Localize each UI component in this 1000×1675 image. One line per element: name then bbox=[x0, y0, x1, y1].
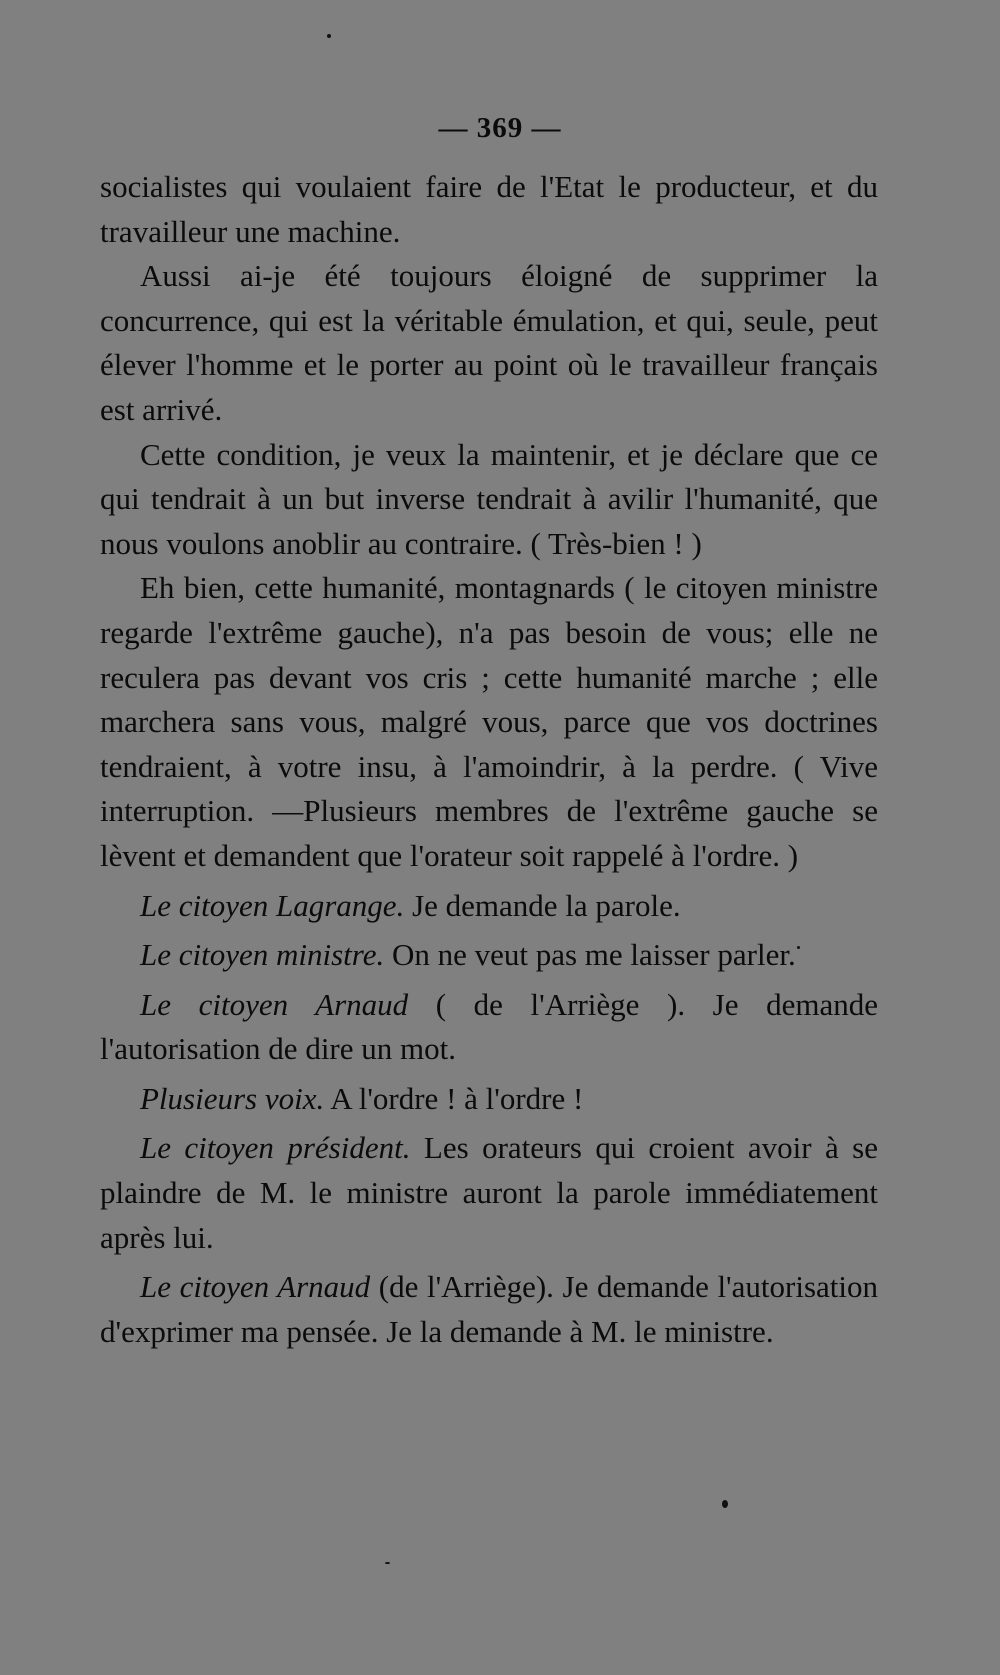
speaker-name: Le citoyen Arnaud bbox=[140, 1269, 371, 1305]
speech-ministre bbox=[100, 933, 878, 978]
speech-arnaud-2 bbox=[100, 1265, 878, 1354]
speech-arnaud-1 bbox=[100, 983, 878, 1072]
speech-president bbox=[100, 1126, 878, 1260]
speaker-name: Le citoyen président. bbox=[140, 1130, 411, 1166]
body-text bbox=[100, 165, 878, 1354]
ink-speck bbox=[722, 1500, 728, 1508]
speech-text: ( de l'Arriège ). Je demande l'autorisation de dire un mot. bbox=[100, 986, 878, 1067]
paragraph: Aussi ai-je été toujours éloigné de supprimer la concurrence, qui est la véritable émulation, et qui, seule, peut élever l'homme et le porter au point où le travailleur français est arrivé. bbox=[100, 258, 878, 427]
paragraph: Cette condition, je veux la maintenir, et je déclare que ce qui tendrait à un but inverse tendrait à avilir l'humanité, que nous voulons anoblir au contraire. ( Très-bien ! ) bbox=[100, 436, 878, 561]
speech-lagrange bbox=[100, 884, 878, 929]
speech-text: A l'ordre ! à l'ordre ! bbox=[324, 1080, 584, 1116]
paragraph: socialistes qui voulaient faire de l'Etat le producteur, et du travailleur une machine. bbox=[100, 169, 878, 249]
speech-text: (de l'Arriège). Je demande l'autorisation d'exprimer ma pensée. Je la demande à M. le ministre. bbox=[100, 1269, 878, 1349]
paragraph: Eh bien, cette humanité, montagnards ( le citoyen ministre regarde l'extrême gauche), n'a pas besoin de vous; elle ne reculera pas devant vos cris ; cette humanité marche ; elle marchera sans vous, malgré vous, parce que vos doctrines tendraient, à votre insu, à l'amoindrir, à la perdre. ( Vive interruption. —Plusieurs membres de l'extrême gauche se lèvent et demandent que l'orateur soit rappelé à l'ordre. ) bbox=[100, 570, 878, 873]
ink-speck bbox=[797, 946, 800, 949]
ink-speck bbox=[327, 34, 331, 38]
speech-plusieurs-voix bbox=[100, 1077, 878, 1122]
speaker-name: Plusieurs voix. bbox=[140, 1080, 325, 1116]
page-number: — 369 — bbox=[438, 112, 562, 144]
speaker-name: Le citoyen Lagrange. bbox=[140, 887, 405, 923]
speech-text: Je demande la parole. bbox=[404, 887, 681, 923]
speaker-name: Le citoyen Arnaud bbox=[140, 986, 409, 1022]
ink-speck bbox=[385, 1562, 390, 1564]
speech-text: Les orateurs qui croient avoir à se plaindre de M. le ministre auront la parole immédiatement après lui. bbox=[100, 1130, 878, 1255]
speaker-name: Le citoyen ministre. bbox=[140, 937, 385, 973]
speech-text: On ne veut pas me laisser parler. bbox=[384, 937, 796, 973]
